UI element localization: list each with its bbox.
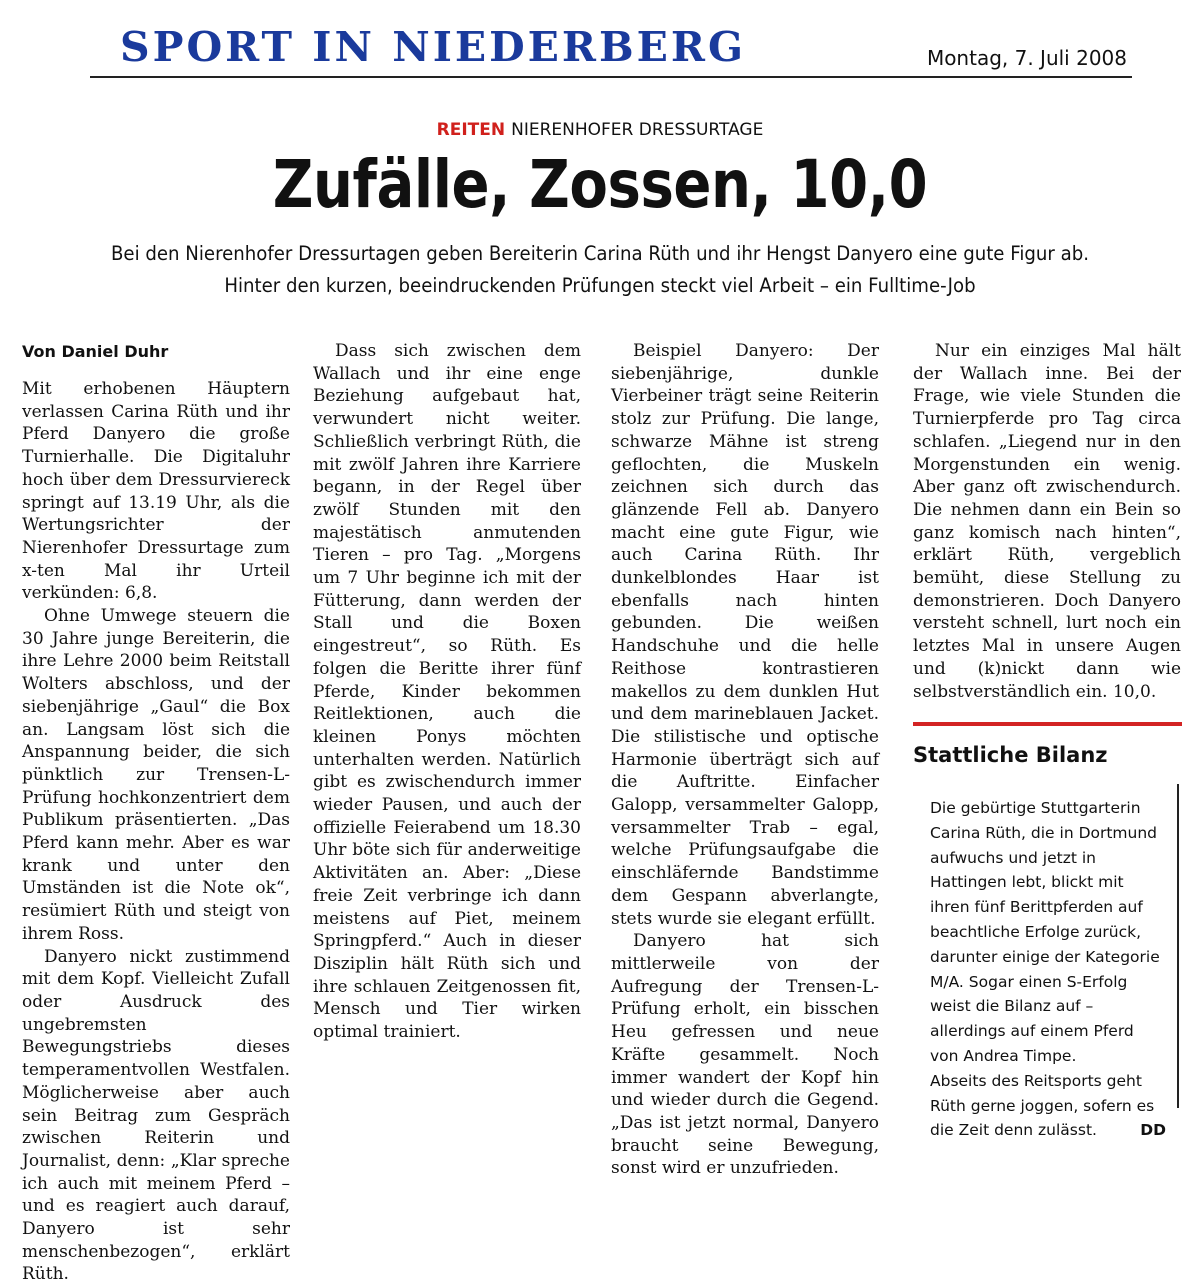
infobox-body: [930, 796, 1166, 1143]
article-paragraph: Dass sich zwischen dem Wallach und ihr eine enge Beziehung aufgebaut hat, verwundert nicht weiter. Schließlich verbringt Rüth, die mit zwölf Jahren ihre Karriere begann, in der Regel über zwölf Stunden mit den majestätisch anmutenden Tieren – pro Tag. „Morgens um 7 Uhr beginne ich mit der Fütterung, dann werden der Stall und die Boxen eingestreut“, so Rüth. Es folgen die Beritte ihrer fünf Pferde, Kinder bekommen Reitlektionen, auch die kleinen Ponys möchten unterhalten werden. Natürlich gibt es zwischendurch immer wieder Pausen, und auch der offizielle Feierabend um 18.30 Uhr böte sich für anderweitige Aktivitäten an. Aber: „Diese freie Zeit verbringe ich dann meistens auf Piet, meinem Springpferd.“ Auch in dieser Disziplin hält Rüth sich und ihre schlauen Zeitgenossen fit, Mensch und Tier wirken optimal trainiert.: [313, 341, 581, 1043]
infobox-text: [930, 1069, 1166, 1143]
article-column-3: [611, 340, 879, 1180]
article-paragraph: Ohne Umwege steuern die 30 Jahre junge Bereiterin, die ihre Lehre 2000 beim Reitstall Wolters abschloss, und der siebenjährige „Gaul“ die Box an. Langsam löst sich die Anspannung beider, die sich pünktlich zur Trensen-L-Prüfung hochkonzentriert dem Publikum präsentierten. „Das Pferd kann mehr. Aber es war krank und unter den Umständen ist die Note ok“, resümiert Rüth und steigt von ihrem Ross.: [22, 606, 290, 944]
article-column-1: [22, 340, 290, 1286]
article-paragraph: Danyero nickt zustimmend mit dem Kopf. Vielleicht Zufall oder Ausdruck des ungebremsten Bewegungstriebs dieses temperamentvollen Westfalen. Möglicherweise aber auch sein Beitrag zum Gespräch zwischen Reiterin und Journalist, denn: „Klar spreche ich auch mit meinem Pferd – und es reagiert auch darauf, Danyero ist sehr menschenbezogen“, erklärt Rüth.: [22, 946, 290, 1285]
article-paragraph: Beispiel Danyero: Der siebenjährige, dunkle Vierbeiner trägt seine Reiterin stolz zur Prüfung. Die lange, schwarze Mähne ist streng geflochten, die Muskeln zeichnen sich durch das glänzende Fell ab. Danyero macht eine gute Figur, wie auch Carina Rüth. Ihr dunkelblondes Haar ist ebenfalls nach hinten gebunden. Die weißen Handschuhe und die helle Reithose kontrastieren makellos zu dem dunklen Hut und dem marineblauen Jacket. Die stilistische und optische Harmonie überträgt sich auf die Auftritte. Einfacher Galopp, versammelter Galopp, versammelter Trab – egal, welche Prüfungsaufgabe die einschläfernde Bandstimme dem Gespann abverlangte, stets wurde sie elegant erfüllt.: [611, 341, 879, 929]
infobox-side-rule: [1177, 784, 1179, 1108]
infobox-accent-rule: [913, 722, 1182, 726]
article-paragraph: Nur ein einziges Mal hält der Wallach inne. Bei der Frage, wie viele Stunden die Turnierpferde pro Tag circa schlafen. „Liegend nur in den Morgenstunden ein wenig. Aber ganz oft zwischendurch. Die nehmen dann ein Bein so ganz komisch nach hinten“, erklärt Rüth, vergeblich bemüht, diese Stellung zu demonstrieren. Doch Danyero versteht schnell, lurt noch ein letztes Mal in unsere Augen und (k)nickt dann wie selbstverständlich ein. 10,0.: [913, 341, 1181, 702]
author-signature: DD: [1140, 1121, 1166, 1140]
infobox-text: Die gebürtige Stuttgarterin Carina Rüth, die in Dortmund aufwuchs und jetzt in Hattingen lebt, blickt mit ihren fünf Berittpferden auf beachtliche Erfolge zurück, darunter einige der Kategorie M/A. Sogar einen S-Erfolg weist die Bilanz auf – allerdings auf einem Pferd von Andrea Timpe.: [930, 799, 1160, 1065]
byline: Von Daniel Duhr: [22, 342, 169, 361]
article-category: REITEN: [436, 120, 506, 140]
article-standfirst: [79, 238, 1121, 302]
article-kicker: [0, 120, 1200, 140]
issue-date: Montag, 7. Juli 2008: [926, 46, 1127, 70]
masthead-divider: [90, 76, 1132, 78]
article-paragraph: Danyero hat sich mittlerweile von der Aufregung der Trensen-L-Prüfung erholt, ein bisschen Heu gefressen und neue Kräfte gesammelt. Noch immer wandert der Kopf hin und wieder durch die Gegend. „Das ist jetzt normal, Danyero braucht seine Bewegung, sonst wird er unzufrieden.: [611, 931, 879, 1179]
infobox-title: Stattliche Bilanz: [913, 743, 1108, 767]
standfirst-line: Bei den Nierenhofer Dressurtagen geben Bereiterin Carina Rüth und ihr Hengst Danyero eine gute Figur ab.: [110, 242, 1090, 265]
article-topic: NIERENHOFER DRESSURTAGE: [511, 120, 764, 140]
masthead-title: SPORT IN NIEDERBERG: [120, 23, 746, 71]
article-column-2: [313, 340, 581, 1044]
standfirst-line: Hinter den kurzen, beeindruckenden Prüfungen steckt viel Arbeit – ein Fulltime-Job: [224, 274, 976, 297]
article-headline: Zufälle, Zossen, 10,0: [272, 146, 928, 223]
infobox-text-2: Abseits des Reitsports geht Rüth gerne joggen, sofern es die Zeit denn zulässt.: [930, 1071, 1155, 1140]
article-paragraph: Mit erhobenen Häuptern verlassen Carina Rüth und ihr Pferd Danyero die große Turnierhalle. Die Digitaluhr hoch über dem Dressurviereck springt auf 13.19 Uhr, als die Wertungsrichter der Nierenhofer Dressurtage zum x-ten Mal ihr Urteil verkünden: 6,8.: [22, 379, 290, 604]
article-column-4: [913, 340, 1181, 703]
